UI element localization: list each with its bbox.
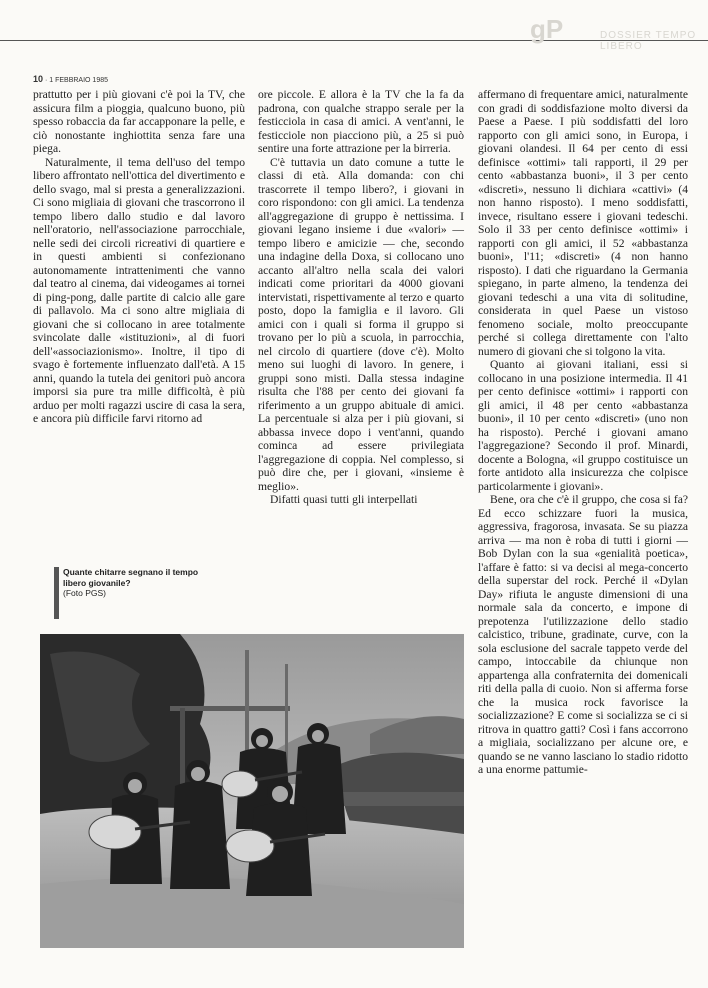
caption-title: Quante chitarre segnano il tempo libero giovanile? (63, 567, 199, 588)
page-number: 10 (33, 74, 44, 84)
issue-date: 1 FEBBRAIO 1985 (49, 77, 109, 84)
paragraph: Bene, ora che c'è il gruppo, che cosa si fa? Ed ecco schizzare fuori la musica, aggressiva, fragorosa, invasata. Se su piazza arriva — ma non è roba di tutti i giorni — Bob Dylan con la sua «genialità poetica», l'affare è fatto: si va decisi al mega-concerto della superstar del rock. Perché il «Dylan Day» rifiuta le anguste dimensioni di una normale sala da concerto, e impone di prepotenza l'utilizzazione dello stadio calcistico, tribune, gradinate, curve, con la sola esclusione del sacrale tappeto verde del campo, intoccabile da chiunque non appartenga alla confraternita dei domenicali riti della palla di cuoio. Non si afferma forse che la musica rock favorisce la socializzazione? E come si socializza se ci si ritrova in quattro gatti? Così i fans accorrono a migliaia, socializzano per alcune ore, e quando se ne vanno lasciano lo stadio ridotto a una enorme pattumie- (478, 493, 688, 776)
photo-caption (63, 567, 213, 599)
paragraph: Difatti quasi tutti gli interpellati (270, 493, 418, 506)
paragraph: Naturalmente, il tema dell'uso del tempo libero affrontato nell'ottica del divertimento e dello svago, mal si presta a generalizzazioni. Ci sono migliaia di giovani che trascorrono il tempo libero dallo studio e dal lavoro nell'oratorio, nell'associazione parrocchiale, nelle sedi dei circoli ricreativi di quartiere e in questi ambienti si confezionano autonomamente intrattenimenti che vanno dal teatro al cinema, dai videogames ai tornei di ping-pong, dalle partite di calcio alle gare di pallavolo. Ma ci sono altre migliaia di giovani che si collocano in aree totalmente svincolate dalle «istituzioni», al di fuori dell'«associazionismo». Inoltre, il tipo di svago è fortemente influenzato dall'età. A 15 anni, quando la tutela dei genitori può ancora imporsi sia pure tra mille difficoltà, è più arduo per molti ragazzi uscire di casa la sera, e ancora più difficile farvi ritorno ad (33, 155, 245, 425)
article-column-2 (258, 88, 464, 507)
paragraph: prattutto per i più giovani c'è poi la TV, che assicura film a pioggia, qualcuno buono, più spesso robaccia da far accapponare la pelle, e ciò nonostante inghiottita senza fare una piega. (33, 88, 245, 155)
photo-guitar-group (40, 634, 464, 948)
caption-bar (54, 567, 59, 619)
article-column-3 (478, 88, 688, 777)
bleed-through-logo: gP (530, 14, 564, 44)
photo-image (40, 634, 464, 948)
caption-credit: (Foto PGS) (63, 588, 106, 598)
paragraph: affermano di frequentare amici, naturalmente con gradi di soddisfazione molto diversi da Paese a Paese. I più soddisfatti del loro rapporto con gli amici sono, in Europa, i giovani olandesi. Il 64 per cento di essi definisce «ottimi» tali rapporti, il 29 per cento «abbastanza buoni», il 3 per cento «discreti», nessuno li dichiara «cattivi» (4 non hanno risposto). I meno soddisfatti, invece, risultano essere i giovani tedeschi. Solo il 33 per cento definisce «ottimi» i rapporti con gli amici, il 52 «abbastanza buoni», l'11; «discreti» (4 non hanno risposto). I dati che riguardano la Germania spiegano, in parte almeno, la tendenza dei giovani tedeschi a una vita di solitudine, considerata in quel Paese un vistoso fenomeno sociale, molto preoccupante perché si collega direttamente con l'alto numero di giovani che si tolgono la vita. (478, 88, 688, 358)
article-column-1 (33, 88, 245, 426)
paragraph: ore piccole. E allora è la TV che la fa da padrona, con qualche strappo serale per la festicciola in casa di amici. A vent'anni, le festicciole non piacciono più, a 25 si può sentire una forte attrazione per la birreria. (258, 88, 464, 155)
folio-separator: · (44, 77, 50, 84)
paragraph: Quanto ai giovani italiani, essi si collocano in una posizione intermedia. Il 41 per cento definisce «ottimi» i rapporti con gli amici, il 48 per cento «abbastanza buoni», il 10 per cento «discreti» (uno non ha risposto). Perché i giovani amano l'aggregazione? Secondo il prof. Minardi, docente a Bologna, «il gruppo costituisce un forte antidoto alla insicurezza che colpisce particolarmente i giovani». (478, 358, 688, 493)
bleed-through-title: DOSSIER TEMPO LIBERO (600, 30, 697, 52)
paragraph: C'è tuttavia un dato comune a tutte le classi di età. Alla domanda: con chi trascorrete il tempo libero?, i giovani in coro rispondono: con gli amici. La tendenza all'aggregazione di gruppo è nettissima. I giovani legano insieme i due «valori» — tempo libero e amicizie — che, secondo una indagine della Doxa, si collocano uno accanto all'altro nella scala dei valori indicati come prioritari da 4000 giovani intervistati, rispettivamente al terzo e quarto posto, dopo la famiglia e il lavoro. Gli amici con i quali si forma il gruppo si trovano per lo più a scuola, in parrocchia, nel circolo di quartiere (dove c'è). Molto meno sui luoghi di lavoro. In genere, i gruppi sono misti. Dalla stessa indagine risulta che l'88 per cento dei giovani fa riferimento a un gruppo abituale di amici. La percentuale si alza per i più giovani, si abbassa invece dopo i vent'anni, quando cominca ad essere privilegiata l'aggregazione di coppia. Nel complesso, si può dire che, per i giovani, «insieme è meglio». (258, 155, 464, 493)
folio (33, 74, 108, 84)
